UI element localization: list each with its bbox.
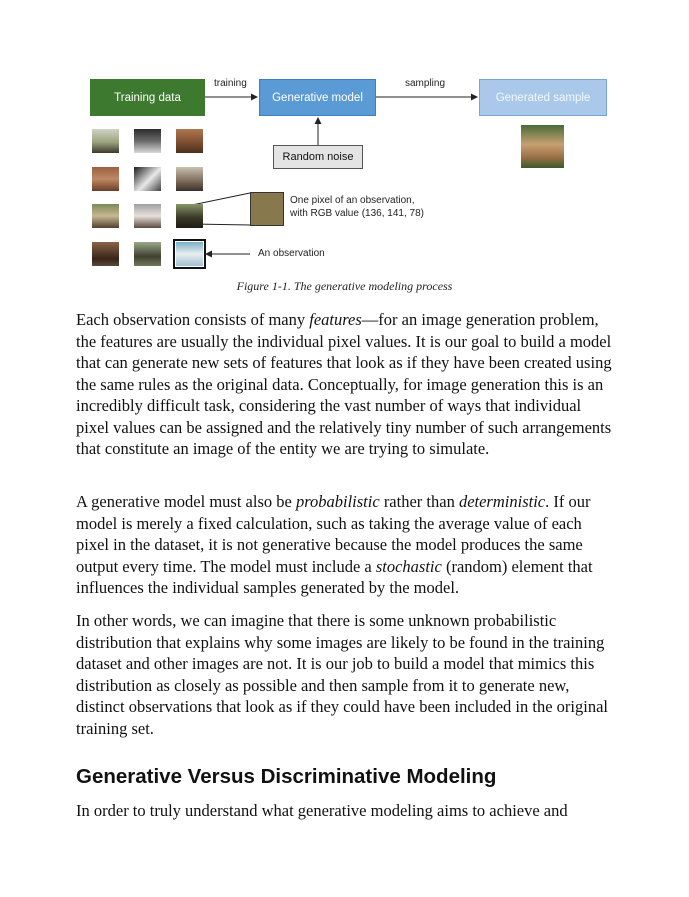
random-noise-box: Random noise bbox=[273, 145, 363, 169]
training-image bbox=[176, 129, 203, 153]
training-image bbox=[92, 129, 119, 153]
paragraph-section-intro: In order to truly understand what generative modeling aims to achieve and bbox=[76, 801, 568, 820]
paragraph-probabilistic: A generative model must also be probabilistic rather than deterministic. If our model is merely a fixed calculation, such as taking the average value of each pixel in the dataset, it is not generative because the model produces the same output every time. The model must include a stochastic (random) element that influences the individual samples generated by the model. bbox=[76, 492, 593, 597]
training-image bbox=[134, 204, 161, 228]
training-image bbox=[176, 167, 203, 191]
paragraph-distribution: In other words, we can imagine that there is some unknown probabilistic distribution that explains why some images are likely to be found in the training dataset and other images are not. It is our job to build a model that mimics this distribution as closely as possible and then sample from it to generate new, distinct observations that look as if they could have been included in the original training set. bbox=[76, 611, 608, 738]
section-heading: Generative Versus Discriminative Modeling bbox=[76, 765, 497, 788]
paragraph-features: Each observation consists of many features—for an image generation problem, the features are usually the individual pixel values. It is our goal to build a model that can generate new sets of features that look as if they have been created using the same rules as the original data. Conceptually, for image generation this is an incredibly difficult task, considering the vast number of ways that individual pixel values can be assigned and the relatively tiny number of such arrangements that constitute an image of the entity we are trying to simulate. bbox=[76, 310, 612, 458]
training-image bbox=[92, 167, 119, 191]
generated-sample-box: Generated sample bbox=[479, 79, 607, 116]
training-image bbox=[134, 167, 161, 191]
training-image bbox=[134, 242, 161, 266]
generative-model-box: Generative model bbox=[259, 79, 376, 116]
training-data-box: Training data bbox=[90, 79, 205, 116]
training-image bbox=[134, 129, 161, 153]
sampling-arrow-label: sampling bbox=[405, 78, 446, 89]
pixel-annotation-line2: with RGB value (136, 141, 78) bbox=[290, 208, 424, 219]
pixel-annotation-line1: One pixel of an observation, bbox=[290, 195, 415, 206]
training-image bbox=[176, 204, 203, 228]
pixel-swatch bbox=[250, 192, 284, 226]
training-image bbox=[92, 242, 119, 266]
training-arrow-label: training bbox=[214, 78, 247, 89]
observation-image bbox=[176, 242, 203, 266]
figure-caption: Figure 1-1. The generative modeling process bbox=[236, 279, 453, 293]
observation-label: An observation bbox=[258, 248, 325, 259]
generated-sample-image bbox=[521, 125, 564, 168]
generative-process-figure bbox=[0, 0, 689, 300]
training-image bbox=[92, 204, 119, 228]
